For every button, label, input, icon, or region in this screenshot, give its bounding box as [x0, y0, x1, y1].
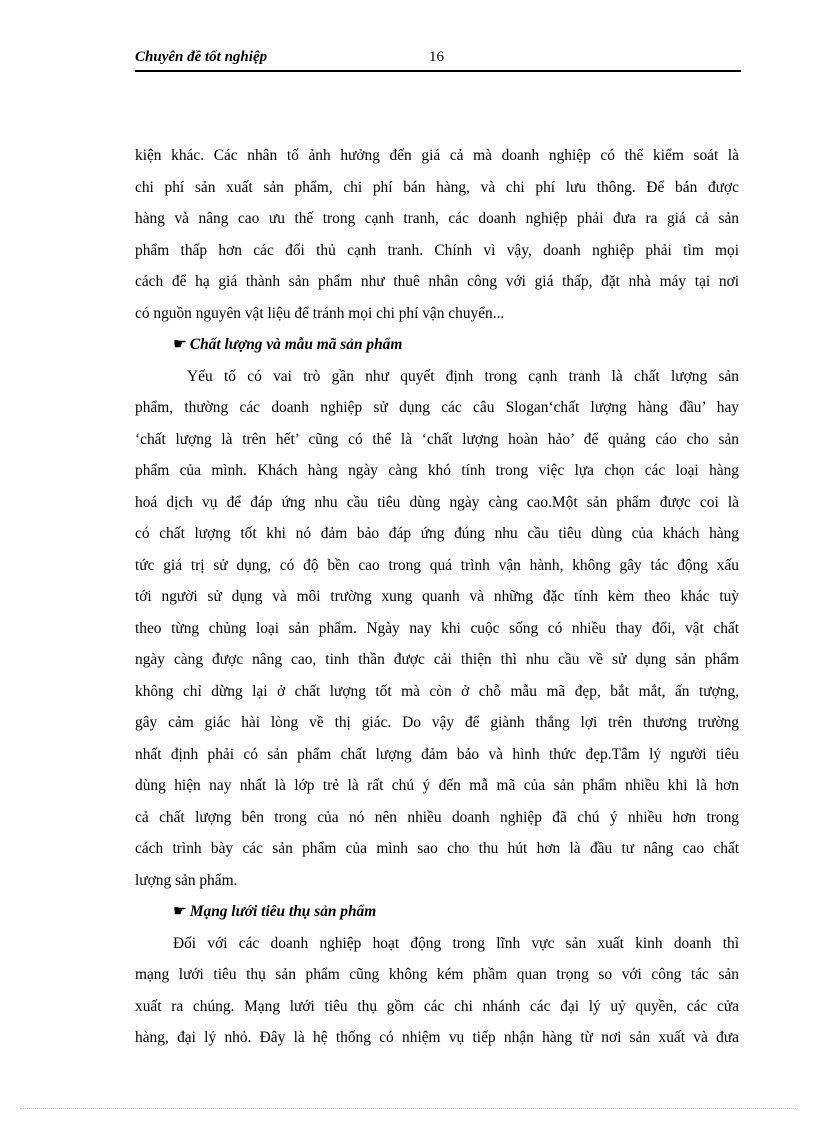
text-line: phẩm của mình. Khách hàng ngày càng khó tính trong việc lựa chọn các loại hàng — [135, 462, 739, 479]
text-line: nhất định phải có sản phẩm chất lượng đảm bảo và hình thức đẹp.Tâm lý người tiêu — [135, 745, 739, 763]
paragraph-quality — [135, 361, 739, 897]
text-line: lượng sản phẩm. — [135, 871, 238, 889]
text-line: hàng, đại lý nhỏ. Đây là hệ thống có nhiệm vụ tiếp nhận hàng từ nơi sản xuất và đưa — [135, 1029, 739, 1046]
page-bottom-border — [20, 1108, 796, 1109]
pointing-hand-icon: ☛ — [173, 903, 187, 920]
text-line: kiện khác. Các nhân tố ảnh hưởng đến giá cả mà doanh nghiệp có thể kiểm soát là — [135, 147, 739, 164]
text-line: hàng và nâng cao ưu thế trong cạnh tranh, các doanh nghiệp phải đưa ra giá cả sản — [135, 210, 739, 227]
text-line: chi phí sản xuất sản phẩm, chi phí bán hàng, và chi phí lưu thông. Để bán được — [135, 178, 739, 196]
text-line: theo từng chủng loại sản phẩm. Ngày nay khi cuộc sống có nhiều thay đổi, vật chất — [135, 619, 739, 637]
page-header — [135, 48, 741, 72]
section-heading-distribution — [135, 896, 739, 928]
text-line: cách để hạ giá thành sản phẩm như thuê nhân công với giá thấp, đặt nhà máy tại nơi — [135, 273, 739, 290]
text-line: xuất ra chúng. Mạng lưới tiêu thụ gồm các chi nhánh các đại lý uỷ quyền, các cửa — [135, 997, 739, 1015]
text-line: ngày càng được nâng cao, tinh thần được cải thiện thì nhu cầu về sử dụng sản phẩm — [135, 651, 739, 668]
text-line: hoá dịch vụ để đáp ứng nhu cầu tiêu dùng ngày càng cao.Một sản phẩm được coi là — [135, 493, 739, 511]
document-body — [135, 140, 739, 1054]
text-line: ‘chất lượng là trên hết’ cũng có thể là ‘chất lượng hoàn hảo’ để quảng cáo cho sản — [135, 430, 739, 448]
text-line: cách trình bày các sản phẩm của mình sao cho thu hút hơn là đầu tư nâng cao chất — [135, 840, 739, 857]
text-line: Yếu tố có vai trò gần như quyết định trong cạnh tranh là chất lượng sản — [187, 367, 739, 385]
pointing-hand-icon: ☛ — [173, 336, 187, 353]
text-line: Đối với các doanh nghiệp hoạt động trong lĩnh vực sản xuất kinh doanh thì — [173, 934, 739, 952]
text-line: cả chất lượng bên trong của nó nên nhiều doanh nghiệp đã chú ý nhiều hơn trong — [135, 808, 739, 826]
text-line: dùng hiện nay nhất là lớp trẻ là rất chú ý đến mẫ mã của sản phẩm nhiều khi là hơn — [135, 777, 739, 794]
paragraph-price-factors — [135, 140, 739, 329]
text-line: phẩm, thường các doanh nghiệp sử dụng các câu Slogan‘chất lượng hàng đầu’ hay — [135, 399, 739, 416]
section-heading-quality — [135, 329, 739, 361]
paragraph-distribution — [135, 928, 739, 1054]
text-line: gây cảm giác hài lòng về thị giác. Do vậy để giành thắng lợi trên thương trường — [135, 714, 739, 731]
page-number: 16 — [429, 49, 444, 65]
text-line: có chất lượng tốt khi nó đảm bảo đáp ứng đúng nhu cầu tiêu dùng của khách hàng — [135, 525, 739, 542]
document-title: Chuyên đề tốt nghiệp — [135, 49, 268, 65]
text-line: tới người sử dụng và môi trường xung quanh và những đặc tính kèm theo khác tuỳ — [135, 588, 739, 605]
text-line: không chỉ dừng lại ở chất lượng tốt mà còn ở chỗ mẫu mã đẹp, bắt mắt, ấn tượng, — [135, 682, 739, 700]
section-heading-text: Mạng lưới tiêu thụ sản phẩm — [189, 903, 377, 920]
text-line: có nguồn nguyên vật liệu để tránh mọi chi phí vận chuyển... — [135, 304, 505, 322]
text-line: mạng lưới tiêu thụ sản phẩm cũng không kém phầm quan trọng so với công tác sản — [135, 966, 739, 983]
text-line: tức giá trị sử dụng, có độ bền cao trong quá trình vận hành, không gây tác động xấu — [135, 556, 739, 574]
section-heading-text: Chất lượng và mẫu mã sản phẩm — [189, 336, 403, 353]
text-line: phẩm thấp hơn các đối thủ cạnh tranh. Chính vì vậy, doanh nghiệp phải tìm mọi — [135, 241, 739, 259]
